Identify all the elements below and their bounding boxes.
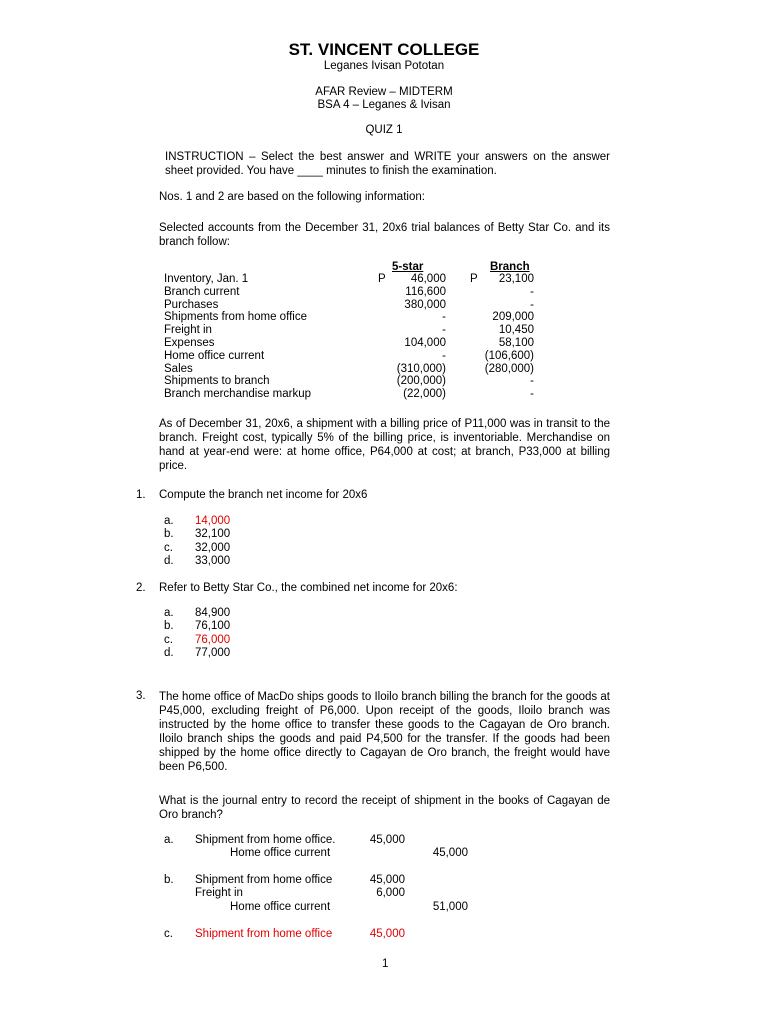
selected-accounts-text: Selected accounts from the December 31, 20x6 trial balances of Betty Star Co. and its branch follow: bbox=[159, 222, 610, 248]
q1-number: 1. bbox=[136, 489, 146, 501]
q3-question: What is the journal entry to record the receipt of shipment in the books of Cagayan de Oro branch? bbox=[159, 795, 610, 821]
choice-value: 84,900 bbox=[195, 607, 231, 619]
table-row-label: Shipments from home office bbox=[164, 311, 307, 324]
quiz-title: QUIZ 1 bbox=[365, 124, 403, 136]
q3c-letter: c. bbox=[164, 928, 173, 940]
q3b-line3-amount: 51,000 bbox=[432, 901, 468, 913]
q3b-line1-amount: 45,000 bbox=[369, 874, 405, 886]
transit-paragraph: As of December 31, 20x6, a shipment with a billing price of P11,000 was in transit to the branch. Freight cost, typically 5% of the billing price, is inventoriable. Merchandise on hand at year-end were: at home office, P64,000 at cost; at branch, P33,000 at billing price. bbox=[159, 418, 610, 472]
table-row-5star-value: (22,000) bbox=[403, 388, 446, 401]
table-row-5star-value: (200,000) bbox=[396, 375, 446, 388]
table-row-label: Expenses bbox=[164, 337, 215, 349]
table-row-branch-value: (280,000) bbox=[484, 362, 534, 375]
instruction: INSTRUCTION – Select the best answer and WRITE your answers on the answer sheet provided. You have ____ minutes to finish the examination. bbox=[165, 151, 610, 177]
q1-text: Compute the branch net income for 20x6 bbox=[159, 489, 368, 501]
intro-text: Nos. 1 and 2 are based on the following information: bbox=[159, 191, 425, 203]
q3-number: 3. bbox=[136, 690, 146, 702]
q2-text: Refer to Betty Star Co., the combined net income for 20x6: bbox=[159, 582, 458, 594]
table-row-5star-value: 116,600 bbox=[405, 285, 446, 298]
col-header-branch: Branch bbox=[490, 261, 530, 273]
choice-value: 32,100 bbox=[195, 528, 231, 541]
choice-letter: c. bbox=[164, 633, 173, 646]
review-title: AFAR Review – MIDTERM bbox=[315, 86, 453, 98]
correct-answer-value: 76,000 bbox=[195, 633, 231, 646]
q3b-line2: Freight in bbox=[195, 887, 243, 899]
q3b-line3: Home office current bbox=[230, 901, 331, 913]
college-title: ST. VINCENT COLLEGE bbox=[288, 40, 480, 59]
col-header-5star: 5-star bbox=[392, 261, 424, 273]
table-row-5star-value: 380,000 bbox=[404, 298, 446, 311]
table-row-label: Sales bbox=[164, 362, 193, 375]
q3a-line1: Shipment from home office. bbox=[195, 834, 336, 846]
table-row-5star-value: - bbox=[442, 311, 446, 324]
table-row-p2: P bbox=[470, 273, 478, 285]
table-row-branch-value: - bbox=[530, 285, 534, 298]
table-row-5star-value: (310,000) bbox=[396, 362, 446, 375]
q3b-letter: b. bbox=[164, 874, 174, 886]
choice-letter: a. bbox=[164, 515, 174, 527]
q3b-line1: Shipment from home office bbox=[195, 874, 333, 886]
table-row-label: Freight in bbox=[164, 324, 212, 337]
table-row-label: Shipments to branch bbox=[164, 375, 270, 388]
table-row-branch-value: 10,450 bbox=[498, 324, 534, 337]
table-row-5star-value: 46,000 bbox=[410, 273, 446, 285]
choice-letter: b. bbox=[164, 620, 174, 633]
table-row-5star-value: 104,000 bbox=[404, 337, 446, 349]
q3-text: The home office of MacDo ships goods to Iloilo branch billing the branch for the goods at P45,000, excluding freight of P6,000. Upon receipt of the goods, Iloilo branch was instructed by the home office to transfer these goods to the Cagayan de Oro branch. Iloilo branch ships the goods and paid P4,500 for the transfer. If the goods had been shipped by the home office directly to Cagayan de Oro branch, the freight would have been P6,500. bbox=[159, 691, 610, 773]
q3a-line1-amount: 45,000 bbox=[369, 834, 405, 846]
table-row-label: Inventory, Jan. 1 bbox=[164, 273, 249, 285]
q3a-line2-amount: 45,000 bbox=[432, 847, 468, 859]
choice-value: 76,100 bbox=[195, 620, 231, 633]
page-number: 1 bbox=[382, 958, 389, 970]
table-row-label: Home office current bbox=[164, 349, 265, 362]
table-row-branch-value: 209,000 bbox=[492, 311, 534, 324]
table-row-label: Branch current bbox=[164, 285, 240, 298]
choice-value: 32,000 bbox=[195, 541, 231, 554]
q3b-line2-amount: 6,000 bbox=[376, 887, 405, 899]
table-row-branch-value: - bbox=[530, 298, 534, 311]
choice-value: 77,000 bbox=[195, 647, 231, 660]
table-row-5star-value: - bbox=[442, 349, 446, 362]
choice-letter: b. bbox=[164, 528, 174, 541]
table-row-p1: P bbox=[378, 273, 386, 285]
q3a-letter: a. bbox=[164, 834, 174, 846]
table-row-label: Purchases bbox=[164, 298, 219, 311]
choice-letter: c. bbox=[164, 541, 173, 554]
table-row-branch-value: 23,100 bbox=[498, 273, 534, 285]
correct-answer-value: 14,000 bbox=[195, 515, 231, 527]
choice-letter: d. bbox=[164, 555, 174, 568]
choice-letter: d. bbox=[164, 647, 174, 660]
q3c-line1: Shipment from home office bbox=[195, 928, 333, 940]
table-row-branch-value: (106,600) bbox=[484, 349, 534, 362]
table-row-branch-value: 58,100 bbox=[498, 337, 534, 349]
table-row-branch-value: - bbox=[530, 388, 534, 401]
q2-number: 2. bbox=[136, 582, 146, 594]
campuses: Leganes Ivisan Pototan bbox=[323, 60, 445, 72]
table-row-5star-value: - bbox=[442, 324, 446, 337]
choice-letter: a. bbox=[164, 607, 174, 619]
choice-value: 33,000 bbox=[195, 555, 231, 568]
q3c-line1-amount: 45,000 bbox=[369, 928, 405, 940]
table-row-label: Branch merchandise markup bbox=[164, 388, 312, 401]
table-row-branch-value: - bbox=[530, 375, 534, 388]
section-title: BSA 4 – Leganes & Ivisan bbox=[317, 99, 451, 111]
q3a-line2: Home office current bbox=[230, 847, 331, 859]
